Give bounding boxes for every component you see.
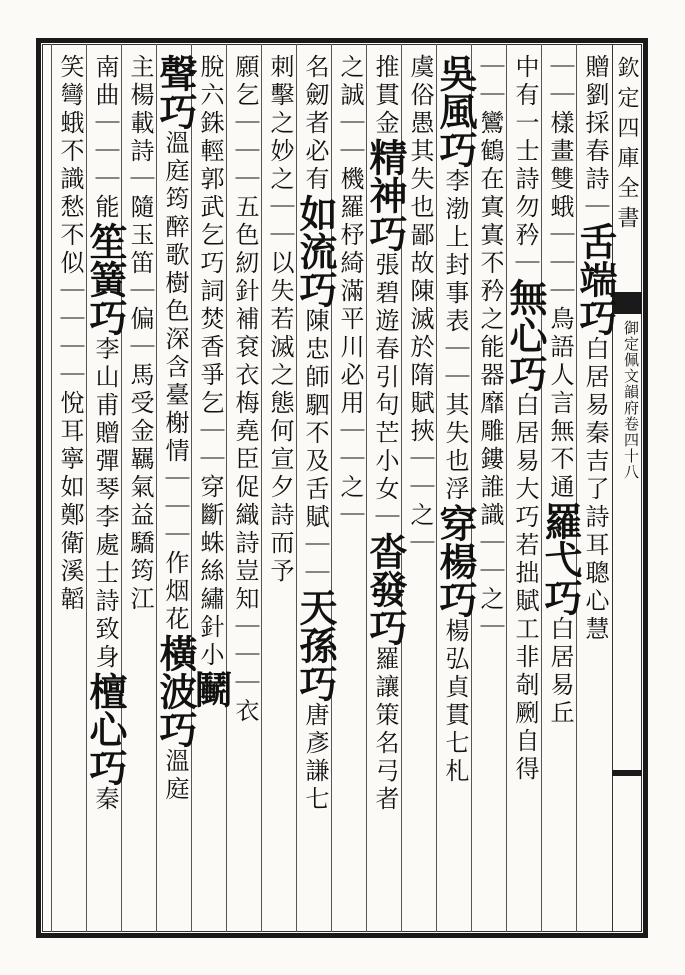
text-run: 之｜｜以失若滅之態何宣 — [266, 166, 294, 474]
headword: 笙簧巧 — [83, 222, 128, 336]
headword: 無心巧 — [503, 278, 548, 392]
headword: 如流巧 — [293, 194, 338, 308]
headword: 羅弋巧 — [538, 502, 583, 616]
text-run: 南曲｜｜｜能 — [91, 54, 119, 222]
text-run: 陳忠師駟不及舌賦｜｜ — [301, 308, 329, 588]
text-run: ｜｜鸞鶴在寘寘 — [476, 54, 504, 250]
text-run: 韜 — [56, 586, 84, 614]
text-run: 笑彎蛾不識愁 — [56, 54, 84, 222]
text-run: 張碧遊春引句芒小女｜ — [371, 252, 399, 532]
section-title: 御定佩文韻府卷四十八 — [622, 320, 640, 480]
text-run: 不矜之能器靡雕鏤誰識｜｜之｜ — [476, 250, 504, 642]
book-title: 欽定四庫全書 — [614, 56, 639, 236]
text-run: 脫六銖輕郭武乞巧詞焚香爭乞｜｜穿斷蛛絲繡針小 — [196, 54, 224, 670]
text-run: ｜｜樣畫雙蛾 — [546, 54, 574, 222]
headword: 聲巧 — [153, 54, 198, 130]
text-run: 溫庭筠醉歌樹色深含臺榭情｜｜｜作烟花 — [161, 130, 189, 634]
text-run: 必用｜｜之｜ — [336, 362, 364, 530]
text-run: 名劒者必有 — [301, 54, 329, 194]
text-run: 白居易丘 — [546, 616, 574, 728]
text-run: 唐彥謙七 — [301, 702, 329, 814]
text-run: 李山甫贈彈琴李處士詩致身 — [91, 336, 119, 672]
headword: 穿楊巧 — [433, 504, 478, 618]
text-column — [44, 54, 96, 924]
text-run: 刺擊之妙 — [266, 54, 294, 166]
text-run: ｜｜機羅杼綺滿平川 — [336, 110, 364, 362]
text-run: 秦 — [91, 786, 119, 814]
headword: 舌端巧 — [573, 222, 618, 336]
text-run: 賦挾｜｜之｜ — [406, 390, 434, 558]
text-run: 主楊載詩｜隨玉笛｜偏｜馬受金羈氣益驕 — [126, 54, 154, 558]
headword: 吳風巧 — [433, 54, 478, 168]
headword: 橫波巧 — [153, 634, 198, 748]
text-run: 李渤上封事表｜｜其失也浮 — [441, 168, 469, 504]
text-run: 之誠 — [336, 54, 364, 110]
text-run: 羅讓策名弓者 — [371, 646, 399, 814]
text-run: 楊弘貞貫七札 — [441, 618, 469, 786]
headword: 天孫巧 — [293, 588, 338, 702]
text-run: 白居易大巧若拙賦工非剞劂自得 — [511, 392, 539, 784]
text-run: 願乞｜｜｜五色紉針補袞衣梅堯臣促織詩豈知｜｜｜衣 — [231, 54, 259, 726]
text-run: 虞俗愚其失也鄙故陳滅於隋 — [406, 54, 434, 390]
headword: 精神巧 — [363, 138, 408, 252]
text-run: 中有一士詩勿矜｜ — [511, 54, 539, 278]
text-run: 溫庭 — [161, 748, 189, 804]
headword: 沓發巧 — [363, 532, 408, 646]
text-run: 不似｜｜｜｜悅耳寧如鄭衛溪 — [56, 222, 84, 586]
text-run: 夕詩而予 — [266, 474, 294, 586]
text-run: 贈劉採春詩｜ — [581, 54, 609, 222]
text-run: 推貫金 — [371, 54, 399, 138]
headword: 檀心巧 — [83, 672, 128, 786]
text-run: 筠江 — [126, 558, 154, 614]
text-run: ｜｜｜鳥語人言無不通 — [546, 222, 574, 502]
text-run: 白居易秦吉了詩耳聰心慧 — [581, 336, 609, 644]
headword: 鬭 — [188, 670, 233, 708]
